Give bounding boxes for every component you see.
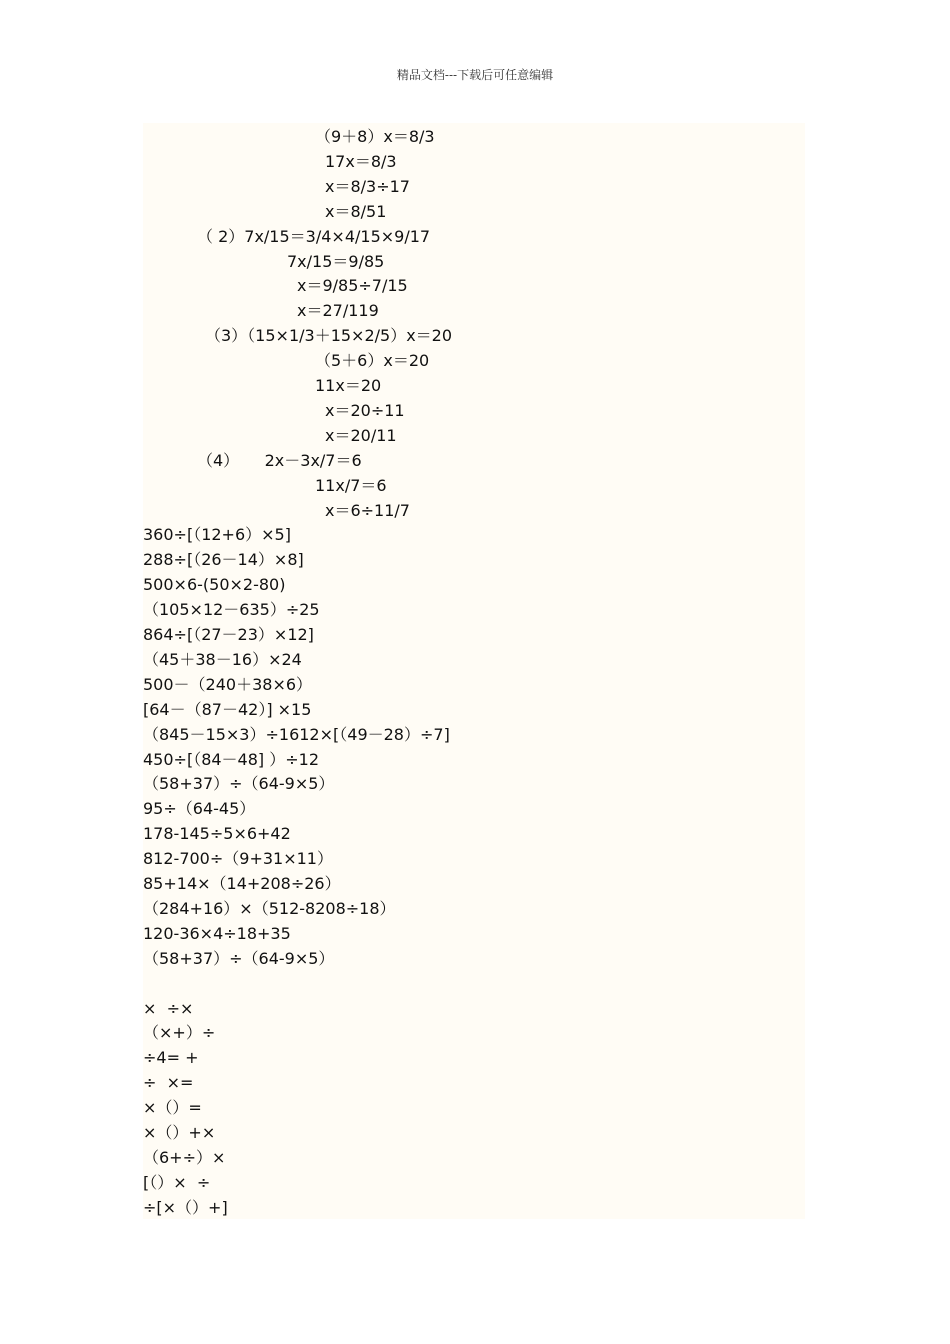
equation-line: 120-36×4÷18+35 — [143, 923, 291, 943]
equation-line: 864÷[（27－23）×12] — [143, 625, 314, 644]
equation-line: x＝20÷11 — [325, 400, 405, 420]
equation-line: （105×12－635）÷25 — [143, 600, 320, 620]
equation-line: ÷[×（）+] — [143, 1197, 228, 1217]
equation-line: 178-145÷5×6+42 — [143, 824, 291, 844]
equation-line: （5＋6）x＝20 — [315, 351, 430, 371]
equation-line: ÷ ×= — [143, 1073, 194, 1093]
equation-line: （ 2）7x/15＝3/4×4/15×9/17 — [197, 226, 431, 246]
equation-line: （9＋8）x＝8/3 — [315, 127, 435, 146]
equation-line: 95÷（64-45） — [143, 799, 256, 819]
equation-line: [（）× ÷ — [143, 1172, 211, 1192]
page-header: 精品文档---下载后可任意编辑 — [396, 68, 554, 82]
equation-line: （×+）÷ — [143, 1023, 216, 1043]
equation-line: 7x/15＝9/85 — [287, 251, 385, 271]
equation-line: （58+37）÷（64-9×5） — [143, 948, 335, 968]
equation-line: （4） 2x－3x/7＝6 — [197, 450, 362, 470]
equation-line: （284+16）×（512-8208÷18） — [143, 898, 396, 918]
equation-line: 288÷[（26－14）×8] — [143, 550, 304, 570]
equation-line: x＝8/3÷17 — [325, 176, 410, 196]
equation-line: 812-700÷（9+31×11） — [143, 849, 333, 869]
equation-line: （3）（15×1/3＋15×2/5）x＝20 — [205, 326, 453, 346]
equation-line: 11x＝20 — [315, 376, 382, 395]
equation-line: （45＋38－16）×24 — [143, 649, 302, 669]
equation-line: 500×6-(50×2-80) — [143, 575, 286, 595]
equation-line: 11x/7＝6 — [315, 475, 387, 495]
equation-line: x＝9/85÷7/15 — [297, 276, 408, 296]
equation-line: （58+37）÷（64-9×5） — [143, 774, 335, 794]
equation-line: ÷4= + — [143, 1048, 199, 1068]
equation-line: 500－（240＋38×6） — [143, 674, 313, 694]
equation-line: 450÷[（84－48] ）÷12 — [143, 749, 320, 769]
equation-line: 17x＝8/3 — [325, 151, 397, 171]
equation-line: ×（）= — [143, 1098, 202, 1118]
equation-line: ×（）+× — [143, 1123, 216, 1142]
equation-line: x＝8/51 — [325, 201, 387, 221]
equation-line: x＝27/119 — [297, 301, 379, 321]
equation-line: （6+÷）× — [143, 1147, 226, 1167]
equation-line: 360÷[（12+6）×5] — [143, 525, 291, 545]
equation-line: 85+14×（14+208÷26） — [143, 874, 341, 893]
equation-line: x＝6÷11/7 — [325, 500, 410, 520]
document-body — [143, 123, 805, 1219]
equation-line: x＝20/11 — [325, 425, 397, 445]
equation-line: [64－（87－42）] ×15 — [143, 699, 312, 719]
equation-line: （845－15×3）÷1612×[（49－28）÷7] — [143, 724, 450, 744]
equation-line: × ÷× — [143, 998, 194, 1018]
